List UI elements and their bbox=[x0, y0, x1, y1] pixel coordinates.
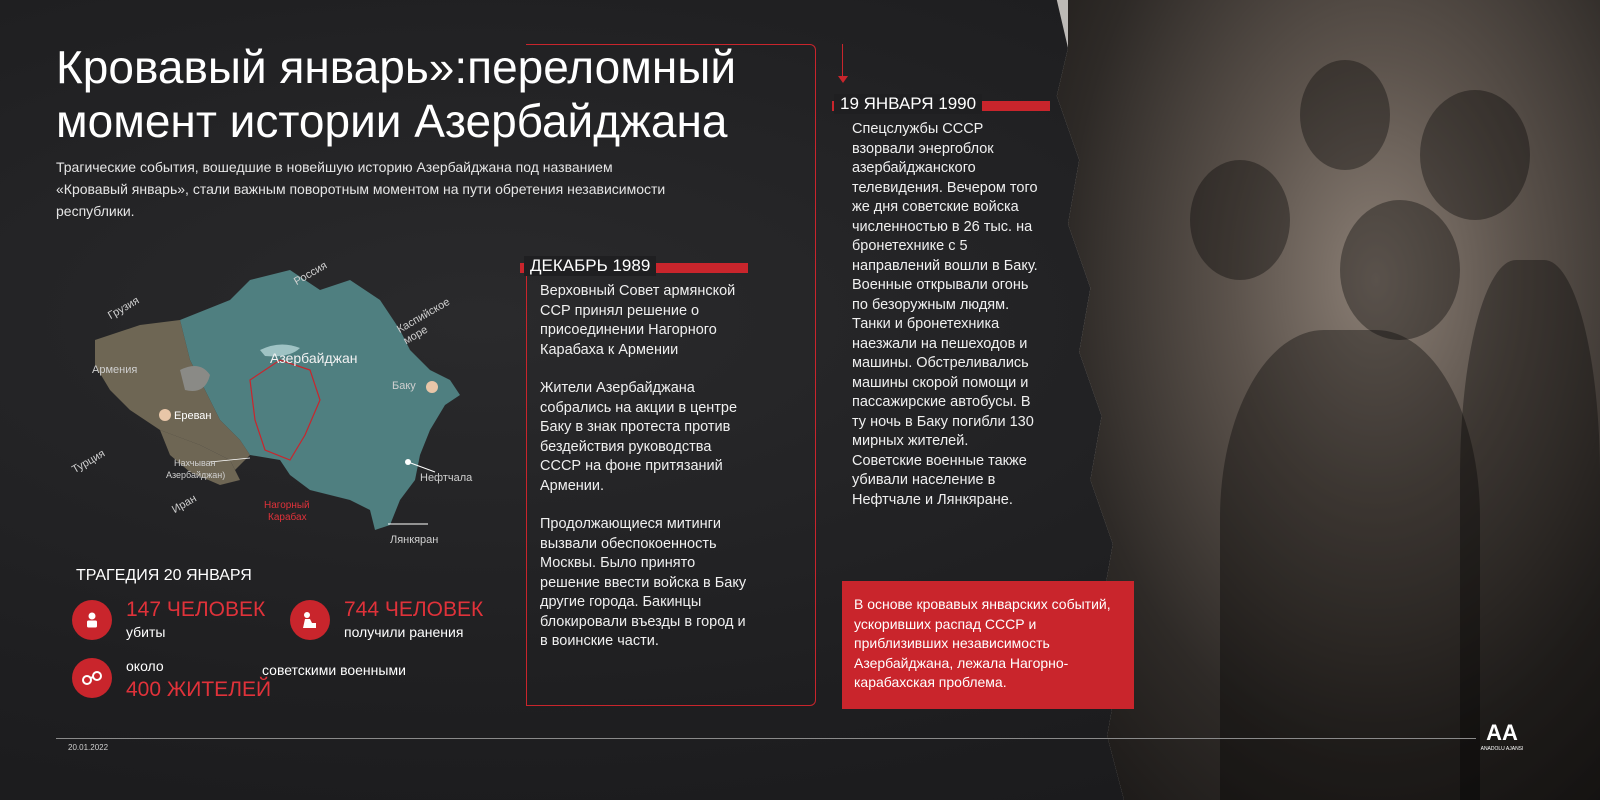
map-label-nakhchivan-1: Нахчыван bbox=[174, 458, 216, 468]
wounded-icon bbox=[290, 600, 330, 640]
footer-divider bbox=[56, 738, 1476, 739]
logo-mark: AA bbox=[1486, 720, 1518, 745]
baku-marker bbox=[426, 381, 438, 393]
map-label-lankaran: Лянкяран bbox=[390, 534, 439, 546]
december-text bbox=[540, 282, 750, 671]
timeline-arrow-head bbox=[838, 76, 848, 83]
map-label-russia: Россия bbox=[292, 259, 330, 288]
map-label-caspian: Каспийское море bbox=[395, 296, 453, 348]
tragedy-title: ТРАГЕДИЯ 20 ЯНВАРЯ bbox=[76, 567, 252, 584]
person-icon bbox=[72, 600, 112, 640]
arrested-suffix: советскими военными bbox=[262, 662, 406, 678]
timeline-arrow-line bbox=[842, 44, 843, 80]
december-box-left-edge bbox=[526, 262, 527, 706]
map-label-turkey: Турция bbox=[70, 447, 108, 476]
killed-value: 147 ЧЕЛОВЕК bbox=[126, 598, 266, 621]
wounded-value: 744 ЧЕЛОВЕК bbox=[344, 598, 484, 621]
arrested-value: 400 ЖИТЕЛЕЙ bbox=[126, 678, 272, 701]
highlight-box: В основе кровавых январских событий, ускоривших распад СССР и приблизивших независимость Азербайджана, лежала Нагорно-карабахская проблема. bbox=[842, 581, 1134, 709]
january-text: Спецслужбы СССР взорвали энергоблок азербайджанского телевидения. Вечером того же дня советские войска численностью в 26 тыс. на бронетехнике с 5 направлений вошли в Баку. Военные открывали огонь по безоружным людям. Танки и бронетехника наезжали на пешеходов и машины. Обстреливались машины скорой помощи и пассажирские автобусы. В ту ночь в Баку погибли 130 мирных жителей. Советские военные также убивали население в Нефтчале и Лянкяране. bbox=[852, 121, 1038, 508]
yerevan-marker bbox=[159, 409, 171, 421]
december-paragraph-2: Жители Азербайджана собрались на акции в центре Баку в знак протеста против бездействия руководства СССР на фоне притязаний Армении. bbox=[540, 380, 738, 494]
title-line-2: момент истории Азербайджана bbox=[56, 95, 728, 147]
map-label-georgia: Грузия bbox=[106, 294, 142, 322]
logo-text: ANADOLU AJANSI bbox=[1480, 746, 1524, 752]
map-label-iran: Иран bbox=[170, 492, 199, 516]
title-line-1: Кровавый январь»:переломный bbox=[56, 41, 737, 93]
december-date: ДЕКАБРЬ 1989 bbox=[524, 256, 656, 276]
december-paragraph-3: Продолжающиеся митинги вызвали обеспокоенность Москвы. Было принято решение ввести войска в Баку другие города. Бакинцы блокировали въезды в город и в воинские части. bbox=[540, 516, 747, 649]
wounded-label: получили ранения bbox=[344, 624, 464, 640]
region-map bbox=[50, 240, 490, 560]
map-label-karabakh-2: Карабах bbox=[268, 512, 307, 523]
december-paragraph-1: Верховный Совет армянской ССР принял решение о присоединении Нагорного Карабаха к Армении bbox=[540, 283, 736, 358]
intro-text: Трагические события, вошедшие в новейшую историю Азербайджана под названием «Кровавый январь», стали важным поворотным моментом на пути обретения независимости республики. bbox=[56, 159, 666, 219]
map-label-baku: Баку bbox=[392, 380, 416, 392]
january-date: 19 ЯНВАРЯ 1990 bbox=[834, 94, 982, 114]
handcuffs-icon bbox=[72, 658, 112, 698]
map-label-neftchala: Нефтчала bbox=[420, 472, 473, 484]
killed-label: убиты bbox=[126, 624, 166, 640]
map-label-nakhchivan-2: Азербайджан) bbox=[166, 470, 226, 480]
anadolu-logo bbox=[1480, 720, 1524, 770]
footer-date: 20.01.2022 bbox=[68, 743, 109, 752]
map-label-yerevan: Ереван bbox=[174, 410, 212, 422]
map-label-karabakh-1: Нагорный bbox=[264, 500, 310, 511]
map-label-armenia: Армения bbox=[92, 364, 138, 376]
map-label-azerbaijan: Азербайджан bbox=[270, 350, 358, 366]
arrested-prefix: около bbox=[126, 658, 164, 674]
